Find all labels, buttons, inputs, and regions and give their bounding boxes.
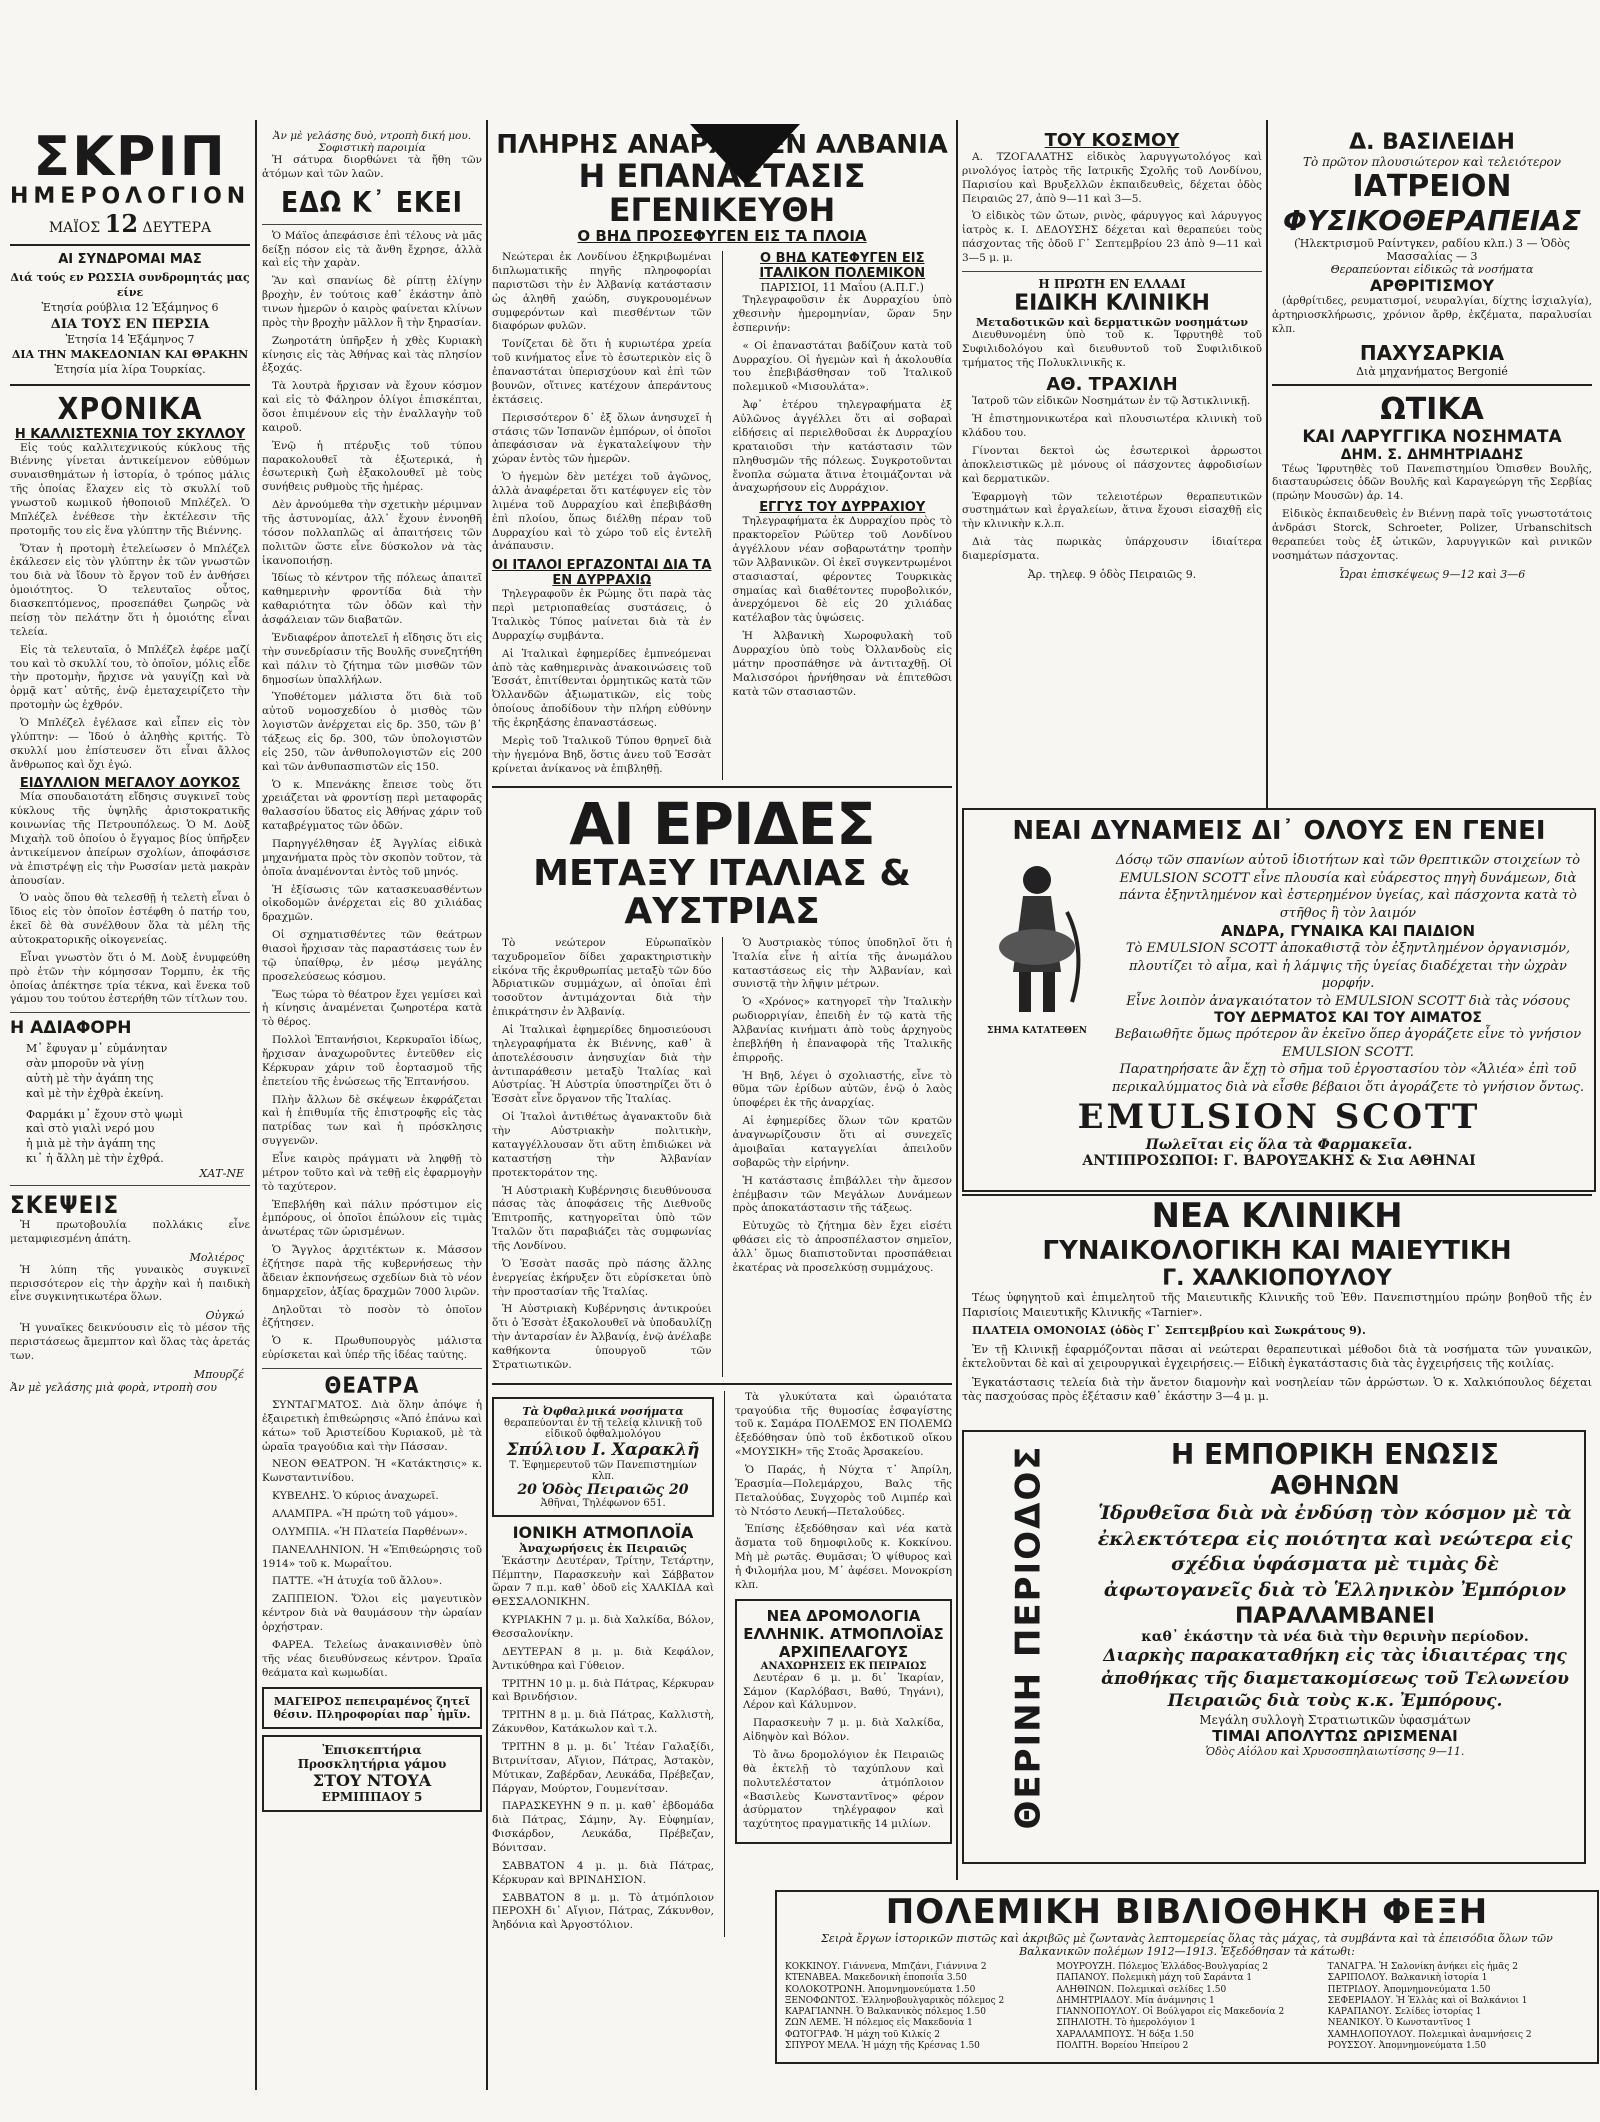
- paragraph: Ἡ Βηδ, λέγει ὁ σχολιαστής, εἶνε τὸ θῦμα τῶν ἐρίδων αὐτῶν, ἐνῷ ὁ λαὸς ὑποφέρει ἐκ τῆς ἀναρχίας.: [732, 1069, 952, 1110]
- paragraph: Εἶνε καιρὸς πράγματι νὰ ληφθῇ τὸ μέτρον τοῦτο καὶ νὰ τεθῇ εἰς ἐφαρμογὴν τὸ ταχύτερον.: [262, 1153, 482, 1193]
- clinic-title: Η ΠΡΩΤΗ ΕΝ ΕΛΛΑΔΙ: [1038, 276, 1186, 291]
- paragraph: Ὁ κ. Μπενάκης ἔπεισε τοὺς ὅτι χρειάζεται νὰ φροντίσῃ περὶ μεταφορᾶς θαλασσίου ὕδατος εἰς Ἀθήνας χάριν τοῦ καταβρέγματος τῶν ὁδῶν.: [262, 778, 482, 833]
- ad-text: Παρατηρήσατε ἂν ἔχῃ τὸ σῆμα τοῦ ἐργοστασίου τὸν «Ἁλιέα» ἐπὶ τοῦ περικαλύμματος διὰ νὰ εἶσθε βέβαιοι ὅτι ἀγοράζετε τὸ γνήσιον ὄντως.: [1111, 1062, 1585, 1096]
- paragraph: Γίνονται δεκτοὶ ὡς ἐσωτερικοὶ ἀρρωστοι ἀποκλειστικῶς μὲ μόνους οἱ πάσχοντες ἀφροδισίων καὶ δερματικῶν.: [962, 445, 1262, 485]
- footer-line: Ἀν μὲ γελάσης μιὰ φορὰ, ντροπὴ σου: [10, 1380, 217, 1394]
- ad-text: Μεγάλη συλλογὴ Στρατιωτικῶν ὑφασμάτων: [1199, 1713, 1471, 1728]
- enosis-city: ΑΘΗΝΩΝ: [1270, 1471, 1400, 1501]
- paragraph: Ὁ Ἄγγλος ἀρχιτέκτων κ. Μάσσον ἐζήτησε παρὰ τῆς κυβερνήσεως τὴν ἄδειαν ἐκπονήσεως σχεδίων διὰ τὸ νέον δημαρχεῖον, ἀξίας δραχμῶν 7000 λιρῶν.: [262, 1244, 482, 1298]
- book-list-item: ΚΑΡΑΓΙΑΝΝΗ. Ὁ Βαλκανικὸς πόλεμος 1.50: [785, 2007, 986, 2017]
- book-list-item: ΚΟΛΟΚΟΤΡΩΝΗ. Ἀπομνημονεύματα 1.50: [785, 1984, 976, 1995]
- paragraph: Ὅταν ἡ προτομὴ ἐτελείωσεν ὁ Μπλέζελ ἐκάλεσεν εἰς τὸν γλύπτην ἐκ τῶν γνωστῶν του διὰ νὰ ἴδουν τὸ ἔργον τοῦ ἐν ἀνθήσει ὁμοιότητος. Ὁ τελευταῖος οὗτος, διασκεπτόμενος, προσεπάθει ζωηρῶς νὰ πείσῃ τὸν πελάτην ὅτι ἡ ὁμοιότης εἶναι τελεία.: [10, 542, 250, 638]
- masthead-date: ΜΑΪΟΣ 12 ΔΕΥΤΕΡΑ: [48, 209, 212, 238]
- ad-subhead: ΤΟΥ ΔΕΡΜΑΤΟΣ ΚΑΙ ΤΟΥ ΑΙΜΑΤΟΣ: [1214, 1010, 1482, 1027]
- paragraph: Ἐπίσης ἐξεδόθησαν καὶ νέα κατὰ ἄσματα τοῦ δημοφιλοῦς κ. Κοκκίνου. Μὴ μὲ ρωτᾶς. Θυμᾶσαι; Ὁ ψίθυρος καὶ ἡ Φιλομήλα μου, Μ᾿ ἀφέσει. Μονοκρίση κλπ.: [735, 1523, 952, 1591]
- column-edokei: [262, 130, 482, 2090]
- library-title: ΠΟΛΕΜΙΚΗ ΒΙΒΛΙΟΘΗΚΗ ΦΕΞΗ: [885, 1892, 1489, 1932]
- paragraph: ΠΑΡΑΣΚΕΥΗΝ 9 π. μ. καθ᾿ ἑβδομάδα διὰ Πάτρας, Σάμην, Ἀγ. Εὐφημίαν, Φισκάρδον, Λευκάδα, Πρέβεζαν, Βόνιτσαν.: [492, 1800, 714, 1854]
- paragraph: Τέως ὑφηγητοῦ καὶ ἐπιμελητοῦ τῆς Μαιευτικῆς Κλινικῆς τοῦ Ἐθν. Πανεπιστημίου πρώην βοηθοῦ τῆς ἐν Παρισίοις Μαιευτικῆς Κλινικῆς «Tarnier».: [962, 1291, 1592, 1319]
- book-list-item: ΖΩΝ ΛΕΜΕ. Ἡ πόλεμος εἰς Μακεδονία 1: [785, 2018, 973, 2029]
- clinic-name: ΕΙΔΙΚΗ ΚΛΙΝΙΚΗ: [1014, 290, 1210, 316]
- paragraph: Μία σπουδαιοτάτη εἴδησις συγκινεῖ τοὺς κύκλους τῆς ὑψηλῆς ἀριστοκρατικῆς κοινωνίας τῆς Πετρουπόλεως. Ὁ Μ. Δοὺξ Μιχαὴλ τοῦ ὁποίου ὁ ἔγγαμος βίος ὑπῆρξεν ἀντικείμενον ἀπείρων σχολίων, ἀποφάσισε νὰ ἐπιστρέψῃ εἰς τὴν Ρωσσίαν μετὰ μακρὰν ἀπουσίαν.: [10, 791, 250, 887]
- paragraph: ΦΑΡΕΑ. Τελείως ἀνακαινισθὲν ὑπὸ τῆς νέας διευθύνσεως κέντρον. Ὡραῖα θεάματα καὶ κωμωδίαι.: [262, 1638, 482, 1679]
- ioniki-subtitle: Ἀναχωρήσεις ἐκ Πειραιῶς: [519, 1541, 687, 1555]
- book-list-item: ΠΑΠΑΝΟΥ. Πολεμικὴ μάχη τοῦ Σαράντα 1: [1056, 1973, 1253, 1984]
- visiting-hours: Ὧραι ἐπισκέψεως 9—12 καὶ 3—6: [1338, 567, 1526, 581]
- polemiki-vivliothiki-ad: [775, 1890, 1599, 2064]
- paragraph: Τονίζεται δὲ ὅτι ἡ κυριωτέρα χρεία τοῦ κινήματος εἶνε τὸ ἐσωτερικὸν εἰς ὃ ἐπαναστάται ὑπερισχύουν καὶ ἐπὶ τῶν βουνῶν, οἵτινες κατέχουν ἀπεράντους ἐκτάσεις.: [492, 338, 712, 406]
- ad-title: ΝΕΑΙ ΔΥΝΑΜΕΙΣ ΔΙ᾿ ΟΛΟΥΣ ΕΝ ΓΕΝΕΙ: [1012, 816, 1546, 846]
- vasileidis-line: Θεραπεύονται εἰδικῶς τὰ νοσήματα: [1330, 263, 1534, 276]
- book-list-item: ΣΑΡΙΠΟΛΟΥ. Βαλκανικὴ ἱστορία 1: [1327, 1973, 1488, 1984]
- paragraph: Αἱ ἐφημερίδες ὅλων τῶν κρατῶν ἀναγνωρίζουσιν ὅτι αἱ συνεχεῖς ἀμοιβαῖαι καταγγελίαι ἀπειλοῦν σοβαρῶς τὴν εἰρήνην.: [732, 1115, 952, 1169]
- doctor-name: ΑΘ. ΤΡΑΧΙΛΗ: [1046, 374, 1178, 396]
- adiafori-title: Η ΑΔΙΑΦΟΡΗ: [10, 1018, 132, 1039]
- column-divider: [956, 120, 958, 1880]
- kosmos-title: ΤΟΥ ΚΟΣΜΟΥ: [1044, 130, 1180, 151]
- subscriptions-title: ΑΙ ΣΥΝΔΡΟΜΑΙ ΜΑΣ: [58, 252, 202, 267]
- paragraph: Ἡ ἐπιστημονικωτέρα καὶ πλουσιωτέρα κλινικὴ τοῦ κλάδου του.: [962, 413, 1262, 440]
- paragraph: Τηλεγραφοῦσιν ἐκ Δυρραχίου ὑπὸ χθεσινὴν ἡμερομηνίαν, ὥραν 5ην ἑσπερινήν:: [732, 294, 952, 334]
- paragraph: Τὰ λουτρὰ ἤρχισαν νὰ ἔχουν κόσμον καὶ εἰς τὸ Φάληρον ὀλίγοι ἐπισκέπται, ὅσοι ἐπιμένουν εἰς τὴν ἐναλλαγὴν τοῦ καιροῦ.: [262, 380, 482, 434]
- masthead-title: ΣΚΡΙΠ: [33, 130, 227, 188]
- paragraph: Ἡ κατάστασις ἐπιβάλλει τὴν ἄμεσον ἐπέμβασιν τῶν Μεγάλων Δυνάμεων πρὸς ἀποκατάστασιν τῆς τάξεως.: [732, 1174, 952, 1215]
- paragraph: Αἱ Ἰταλικαὶ ἐφημερίδες ἐμπνεόμεναι ἀπὸ τὰς καθημερινὰς ἀνακοινώσεις τοῦ Ἐσσάτ, ἐπιτίθενται ὁρμητικῶς κατὰ τῶν Ὀλλανδῶν ἀξιωματικῶν, εἰς τοὺς ὁποίους ἀποδίδουν τὴν πλήρη εὐθύνην τῆς ἐκρηξάσης ἐπαναστάσεως.: [492, 647, 712, 729]
- paragraph: ΠΑΤΤΕ. «Ἡ ἀτυχία τοῦ ἄλλου».: [272, 1575, 443, 1588]
- paragraph: Τὰ γλυκύτατα καὶ ὡραιότατα τραγούδια τῆς θυμοσίας ἐσφαγίστης τοῦ κ. Σαμάρα ΠΟΛΕΜΟΣ ΕΝ ΠΟΛΕΜΩ ἐξεδόθησαν ὑπὸ τοῦ ἐκδοτικοῦ οἴκου «ΜΟΥΣΙΚΗ» τῆς Στοᾶς Ἀρσακείου.: [735, 1390, 952, 1459]
- chronika-subtitle-2: ΕΙΔΥΛΛΙΟΝ ΜΕΓΑΛΟΥ ΔΟΥΚΟΣ: [19, 776, 241, 792]
- paragraph: ΑΛΑΜΠΡΑ. «Ἡ πρώτη τοῦ γάμου».: [272, 1508, 458, 1521]
- archipelagos-ad: ΝΕΑ ΔΡΟΜΟΛΟΓΙΑ ΕΛΛΗΝΙΚ. ΑΤΜΟΠΛΟΪΑΣ ΑΡΧΙΠΕΛΑΓΟΥΣ ΑΝΑΧΩΡΗΣΕΙΣ ΕΚ ΠΕΙΡΑΙΩΣ Δευτέραν 6 μ. μ. δι᾿ Ἰκαρίαν, Σάμον (Καρλόβασι, Βαθύ, Τηγάνι), Λέρον καὶ Κάλυμνον. Παρασκευὴν 7 μ. μ. διὰ Χαλκίδα, Αἰδηψὸν καὶ Βόλον. Τὸ ἄνω δρομολόγιον ἐκ Πειραιῶς θὰ ἐκτελῇ τὸ ταχύπλουν καὶ πολυτελέστατον ἀτμόπλοιον «Βασιλεὺς Κωνσταντῖνος» φέρον ἀσύρματον τηλέγραφον καὶ ταχύτητος πραγματικῆς 14 μιλίων.: [735, 1599, 952, 1844]
- paragraph: Εἰς τούς καλλιτεχνικούς κύκλους τῆς Βιέννης γίνεται ἀντικείμενον εὐθύμων συναισθημάτων ἡ ἱστορία, ὁ τρόπος μάλις τῆς ὁποίας ἔλαχεν εἰς τὸ σκυλλί τοῦ γνωστοῦ κωμικοῦ ἠθοποιοῦ Μπλέζελ. Ὁ Μπλέζελ ἐνέθεσε τὴν ἐκτέλεσιν τῆς προτομῆς του εἰς ἕνα γλύπτην τῆς Βιέννης.: [10, 441, 250, 537]
- skepseis-title: ΣΚΕΨΕΙΣ: [10, 1191, 120, 1220]
- ad-text: Βεβαιωθῆτε ὅμως πρότερον ἂν ἐκεῖνο ὅπερ ἀγοράζετε εἶνε τὸ γνήσιον EMULSION SCOTT.: [1114, 1027, 1582, 1060]
- cards-ad: Ἐπισκεπτήρια Προσκλητήρια γάμου ΣΤΟΥ ΝΤΟΥΑ ΕΡΜΙΠΠΑΟΥ 5: [262, 1735, 482, 1812]
- book-list-item: ΜΟΥΡΟΥΖΗ. Πόλεμος Ἑλλάδος-Βουλγαρίας 2: [1056, 1962, 1269, 1972]
- paragraph: Ἡ πρωτοβουλία πολλάκις εἶνε μεταμφιεσμένη ἀπάτη.: [10, 1219, 250, 1245]
- library-subtitle: Σειρὰ ἔργων ἱστορικῶν πιστῶς καὶ ἀκριβῶς μὲ ζωντανὰς λεπτομερείας ὅλας τὰς μάχας, τὰ συμβάντα καὶ τὰ ἐπεισόδια ὅλων τῶν Βαλκανικῶν πολέμων 1912—1913. Ἐξεδόθησαν τὰ κάτωθι:: [821, 1932, 1553, 1958]
- paragraph: Αἱ Ἰταλικαὶ ἐφημερίδες δημοσιεύουσι τηλεγραφήματα ἐκ Βιέννης, καθ᾿ ἃ ἀποτελέσουσιν ἀνησυχίαν διὰ τὴν ἀντιπαράθεσιν μεταξὺ Ἰταλίας καὶ Αὐστρίας. Ἡ Αὐστρία ὑποστηρίζει ὅτι ὁ Ἐσσὰτ εἶνε ὄργανον τῆς Ἰταλίας.: [492, 1024, 712, 1106]
- book-list-item: ΦΩΤΟΓΡΑΦ. Ἡ μάχη τοῦ Κιλκίς 2: [785, 2029, 941, 2040]
- paragraph: Ὁ Μάϊος ἀπεφάσισε ἐπὶ τέλους νὰ μᾶς δείξῃ πόσον εἰς τὰ ἄνθη ἔχρησε, ἀλλὰ καὶ εἰς τὴν χαρὰν.: [262, 229, 482, 270]
- chronika-subtitle: Η ΚΑΛΛΙΣΤΕΧΝΙΑ ΤΟΥ ΣΚΥΛΛΟΥ: [14, 426, 246, 442]
- paragraph: Εἶναι γνωστὸν ὅτι ὁ Μ. Δοὺξ ἐνυμφεύθη πρὸ ἐτῶν τὴν κόμησσαν Τορμπυ, ἐκ τῆς ὁποίας ἀπέκτησε τρία τέκνα, καὶ ἕνεκα τοῦ γάμου του τούτου ἐστερήθη τῶν τίτλων του.: [10, 951, 250, 1006]
- quote-author: Οὐγκώ: [205, 1309, 244, 1323]
- vasileidis-line: (Ἠλεκτρισμοῦ Ραίντγκεν, ραδίου κλπ.) 3 — Ὁδὸς Μασσαλίας — 3: [1294, 237, 1570, 263]
- ioniki-title: ΙΟΝΙΚΗ ΑΤΜΟΠΛΟΪΑ: [512, 1522, 694, 1542]
- paragraph: Ὁ κ. Πρωθυπουργὸς μάλιστα εὑρίσκεται καὶ ὑπέρ τῆς ἰδέας ταύτης.: [262, 1335, 482, 1362]
- paragraph: ΣΑΒΒΑΤΟΝ 8 μ. μ. Τὸ ἀτμόπλοιον ΠΕΡΟΧΗ δι᾿ Αἴγιον, Πάτρας, Ζάκυνθον, Ἀηδόνια καὶ Ἀργοστόλιον.: [492, 1891, 714, 1932]
- vasileidis-heading: ΠΑΧΥΣΑΡΚΙΑ: [1359, 340, 1505, 365]
- paragraph: ΣΑΒΒΑΤΟΝ 4 μ. μ. διὰ Πάτρας, Κέρκυραν καὶ ΒΡΙΝΔΗΣΙΟΝ.: [492, 1859, 714, 1886]
- paragraph: Πολλοὶ Ἐπτανήσιοι, Κερκυραῖοι ἰδίως, ἤρχισαν ἀναχωροῦντες ἐντεῦθεν εἰς Κέρκυραν χάριν τοῦ ἑορτασμοῦ τῆς ἐπετείου τῆς ἑνώσεως τῆς Ἑπτανήσου.: [262, 1034, 482, 1088]
- paragraph: Δὲν ἀρνούμεθα τὴν σχετικὴν μέριμναν τῆς ἀστυνομίας, ἀλλ᾿ ἔχουν ἐννοηθῆ τόσον πολλαπλῶς αἱ ἀπαιτήσεις τῶν πολιτῶν ὥστε εἶνε δύσκολον νὰ τὰς ἱκανοποιήσῃ.: [262, 499, 482, 567]
- gynecology-clinic-ad: [962, 1194, 1592, 1426]
- paragraph: Ὁ Ἀυστριακὸς τύπος ὑποδηλοῖ ὅτι ἡ Ἰταλία εἶνε ἡ αἰτία τῆς ἀνωμάλου καταστάσεως εἰς τὴν Ἀλβανίαν, καὶ συνιστᾷ τὴν λῆψιν μέτρων.: [732, 936, 952, 991]
- dateline: ΠΑΡΙΣΙΟΙ, 11 Μαΐου (Α.Π.Γ.): [760, 281, 924, 295]
- poem-signature: ΧΑΤ-ΝΕ: [199, 1167, 244, 1181]
- paragraph: Ἔως τώρα τὸ θέατρον ἔχει γεμίσει καὶ ἡ κίνησις ἀναμένεται ζωηροτέρα κατὰ τὸ θέρος.: [262, 988, 482, 1029]
- adiafori-poem: Μ᾿ ἔφυγαν μ᾿ εὐμάνηταν σὰν μποροῦν νὰ γίνῃ αὐτὴ μὲ τὴν ἀγάπη της καὶ μὲ τὴν ἐχθρὰ ἐκείνη. Φαρμάκι μ᾿ ἔχουν στὸ ψωμὶ καὶ στὸ γιαλὶ νερό μου ἡ μιὰ μὲ τὴν ἀγάπη της κι᾿ ἡ ἄλλη μὲ τὴν ἐχθρά.: [26, 1042, 184, 1166]
- paragraph: Πλὴν ἄλλων δὲ σκέψεων ἐκφράζεται καὶ ἡ ἐπιθυμία τῆς ἐπιστροφῆς εἰς τὰς πατρίδας των καὶ ἡ πρόσκλησις συγγενῶν.: [262, 1093, 482, 1148]
- paragraph: Ὁ Ἐσσὰτ πασᾶς πρὸ πάσης ἄλλης ἐνεργείας ἐκήρυξεν ὅτι εὑρίσκεται ὑπὸ τὴν προστασίαν τῆς Ἰταλίας.: [492, 1257, 712, 1298]
- albania-subhead: ΕΓΓΥΣ ΤΟΥ ΔΥΡΡΑΧΙΟΥ: [759, 500, 926, 516]
- book-list-item: ΤΑΝΑΓΡΑ. Ἡ Σαλονίκη ἀνήκει εἰς ἡμᾶς 2: [1327, 1962, 1518, 1972]
- paragraph: Ὁ εἰδικὸς τῶν ὤτων, ρινὸς, φάρυγγος καὶ λάρυγγος ἰατρὸς κ. Ι. ΔΕΔΟΥΣΗΣ δέχεται καὶ θεραπεύει τοὺς πάσχοντας τῆς ὁδοῦ Γ᾿ Σεπτεμβρίου 23 ἀπὸ 9—11 καὶ 3—5 μ. μ.: [962, 210, 1262, 265]
- ad-text: Πωλεῖται εἰς ὅλα τὰ Φαρμακεῖα.: [1145, 1136, 1413, 1153]
- ad-text: Διαρκὴς παρακαταθήκη εἰς τὰς ἰδιαιτέρας της ἀποθήκας τῆς διαμετακομίσεως τοῦ Τελωνείου Πειραιῶς διὰ τοὺς κ.κ. Ἐμπόρους.: [1101, 1645, 1569, 1712]
- paragraph: Ἡ γυναῖκες δεικνύουσιν εἰς τὸ μέσον τῆς περιστάσεως ἄμεμπτον καὶ ὅλας τὰς ἀρετάς των.: [10, 1322, 250, 1363]
- chronika-title: ΧΡΟΝΙΚΑ: [57, 391, 203, 427]
- ad-subhead: ΑΝΔΡΑ, ΓΥΝΑΙΚΑ ΚΑΙ ΠΑΙΔΙΟΝ: [1220, 922, 1476, 941]
- book-list: [1056, 1962, 1317, 2052]
- paragraph: Ὁ Παράς, ἡ Νύχτα τ᾿ Ἀπρίλη, Ἐρασμία—Πολεμάρχου, Βαλς τῆς Πεταλούδας, Συγχορὸς τοῦ Λιμπέρ καὶ τὸ Ντόστο Λευκή—Πεταλούδες.: [735, 1463, 952, 1518]
- paragraph: Τέως Ἰφρυτηθὲς τοῦ Πανεπιστημίου Ὀπισθεν Βουλῆς, διασταυρώσεις ὁδῶν Βουλῆς καὶ Καραγεώργη τῆς Σερβίας (πρώην Μουσῶν) ἀρ. 14.: [1272, 462, 1592, 503]
- albania-subhead: Ο ΒΗΔ ΚΑΤΕΦΥΓΕΝ ΕΙΣ ΙΤΑΛΙΚΟΝ ΠΟΛΕΜΙΚΟΝ: [759, 251, 926, 282]
- paragraph: Ἰδίως τὸ κέντρον τῆς πόλεως ἀπαιτεῖ καθημερινὴν φροντίδα διὰ τὴν καθαριότητα τῶν ὁδῶν καὶ τὴν ἀσφάλειαν τῶν διαβατῶν.: [262, 572, 482, 627]
- ad-subhead: ΤΙΜΑΙ ΑΠΟΛΥΤΩΣ ΩΡΙΣΜΕΝΑΙ: [1212, 1727, 1458, 1746]
- ophthalmology-ad: Τὰ Ὀφθαλμικά νοσήματα θεραπεύονται ἐν τῇ τελείᾳ κλινικῇ τοῦ εἰδικοῦ ὀφθαλμολόγου Σπύλιου Ι. Χαρακλῆ Τ. Ἐφημερευτοῦ τῶν Πανεπιστημίων κλπ. 20 Ὁδὸς Πειραιῶς 20 Ἀθῆναι, Τηλέφωνον 651.: [492, 1397, 714, 1517]
- paragraph: Ἀφ᾿ ἑτέρου τηλεγραφήματα ἐξ Αὐλῶνος ἀγγέλλει ὅτι αἱ σοβαραὶ εἰδήσεις αἱ περιελθοῦσαι ἐκ Δυρραχίου κραταιοῦσι τὴν κατάστασιν τῶν πληθυσμῶν τῆς πόλεως. Συγκροτοῦνται ἔνοπλα σώματα ἅτινα ἑτοιμάζονται νὰ ἀναχωρήσουν εἰς Δυρράχιον.: [732, 399, 952, 495]
- paragraph: Εὐτυχῶς τὸ ζήτημα δὲν ἔχει εἰσέτι φθάσει εἰς τὸ ἀπροσπέλαστον σημεῖον, ἀλλ᾿ ὅμως διαπιστοῦνται προσπάθειαι ἑκατέρας νὰ προσελκύσῃ συμμάχους.: [732, 1220, 952, 1274]
- fisherman-trademark-icon: [977, 852, 1097, 1022]
- vasileidis-line: Διὰ μηχανήματος Bergonié: [1356, 364, 1508, 378]
- paragraph: ΟΛΥΜΠΙΑ. «Ἡ Πλατεία Παρθένων».: [272, 1525, 468, 1538]
- subscriptions-block: Διά τούς εν ΡΩΣΣΙΑ συνδρομητάς μας είνε Ἐτησία ρούβλια 12 Ἑξάμηνος 6 ΔΙΑ ΤΟΥΣ ΕΝ ΠΕΡΣΙΑ Ἐτησία 14 Ἑξάμηνος 7 ΔΙΑ ΤΗΝ ΜΑΚΕΔΟΝΙΑΝ ΚΑΙ ΘΡΑΚΗΝ Ἐτησία μία λίρα Τουρκίας.: [10, 271, 250, 376]
- quote-author: Μολιέρος: [189, 1250, 244, 1264]
- paragraph: Ἑκάστην Δευτέραν, Τρίτην, Τετάρτην, Πέμπτην, Παρασκευὴν καὶ Σάββατον ὥραν 7 π.μ. καθ᾿ ὁδοῦ εἰς ΧΑΛΚΙΔΑ καὶ ΘΕΣΣΑΛΟΝΙΚΗΝ.: [492, 1554, 714, 1609]
- paragraph: Ἡ ἐξίσωσις τῶν κατασκευασθέντων οἰκοδομῶν ἀνέρχεται εἰς 80 χιλιάδας δραχμῶν.: [262, 883, 482, 924]
- ad-text: Ἱδρυθεῖσα διὰ νὰ ἐνδύσῃ τὸν κόσμον μὲ τὰ ἐκλεκτότερα εἰς ποιότητα καὶ νεώτερα εἰς σχέδια ὑφάσματα μὲ τιμὰς δὲ ἀφωτογανεῖς διὰ τὸ Ἑλληνικὸν Ἐμπόριον: [1097, 1502, 1573, 1601]
- book-list-item: ΚΟΚΚΙΝΟΥ. Γιάννενα, Μπιζάνι, Γιάννινα 2: [785, 1962, 987, 1972]
- book-list-item: ΧΑΡΑΛΑΜΠΟΥΣ. Ἡ δόξα 1.50: [1056, 2029, 1194, 2040]
- clinic-ad-title: ΝΕΑ ΚΛΙΝΙΚΗ: [1151, 1196, 1403, 1236]
- vasileidis-heading: ΦΥΣΙΚΟΘΕΡΑΠΕΙΑΣ: [1282, 204, 1582, 237]
- vasileidis-heading: ΑΡΘΡΙΤΙΣΜΟΥ: [1369, 276, 1495, 295]
- otika-doctor: ΔΗΜ. Σ. ΔΗΜΗΤΡΙΑΔΗΣ: [1340, 446, 1524, 463]
- book-list-item: ΝΕΑΝΙΚΟΥ. Ὁ Κωνσταντῖνος 1: [1327, 2018, 1472, 2029]
- paragraph: (ἀρθρίτιδες, ρευματισμοί, νευραλγίαι, δίχτης ἰσχιαλγία), ἀρτηριοσκλήρωσις, χρόνιον ἄρθρ, ἐκζέματα, παραλυσίαι κλπ.: [1272, 295, 1592, 335]
- book-list-item: ΡΟΥΣΣΟΥ. Ἀπομνημονεύματα 1.50: [1327, 2040, 1487, 2051]
- enosis-title: Η ΕΜΠΟΡΙΚΗ ΕΝΩΣΙΣ: [1170, 1438, 1500, 1471]
- paragraph: Μερὶς τοῦ Ἰταλικοῦ Τύπου θρηνεῖ διὰ τὴν ἡγεμόνα Βηδ, ὅστις ἀνευ τοῦ Ἐσσὰτ κρίνεται ἀνίκανος νὰ ἐπιβληθῇ.: [492, 734, 712, 775]
- clinic-ad-subtitle: ΓΥΝΑΙΚΟΛΟΓΙΚΗ ΚΑΙ ΜΑΙΕΥΤΙΚΗ: [1042, 1236, 1512, 1266]
- paragraph: Διευθυνομένη ὑπὸ τοῦ κ. Ἰφρυτηθὲ τοῦ Συφιλιδολόγου καὶ διευθυντοῦ τοῦ Συφιλιδικοῦ τμήματος τῆς Πολυκλινικῆς κ.: [962, 328, 1262, 369]
- ad-text: Τὸ EMULSION SCOTT ἀποκαθιστᾷ τὸν ἐξηντλημένον ὀργανισμόν, πλουτίζει τὸ αἷμα, καὶ ἡ λάμψις τῆς ὑγείας διαδέχεται τὴν ὠχρὰν μορφήν.: [1125, 941, 1571, 992]
- book-list-item: ΞΕΝΟΦΩΝΤΟΣ. Ἑλληνοβουλγαρικὸς πόλεμος 2: [785, 1995, 1005, 2006]
- book-list-item: ΓΙΑΝΝΟΠΟΥΛΟΥ. Οἱ Βούλγαροι εἰς Μακεδονία 2: [1056, 2007, 1285, 2017]
- ad-subhead: ΠΑΡΑΛΑΜΒΑΝΕΙ: [1235, 1603, 1435, 1629]
- clinic-ad-doctor: Γ. ΧΑΛΚΙΟΠΟΥΛΟΥ: [1162, 1266, 1392, 1291]
- theatra-title: ΘΕΑΤΡΑ: [324, 1374, 420, 1400]
- paragraph: Ἡ λύπη τῆς γυναικὸς συγκινεῖ περισσότερον εἰς τὴν ἀρχὴν καὶ ἡ παιδικὴ εἶνε συγκινητικωτέρα ὅλων.: [10, 1263, 250, 1304]
- book-list-item: ΣΕΦΕΡΙΑΔΟΥ. Ἡ Ἑλλὰς καὶ οἱ Βαλκάνιοι 1: [1327, 1995, 1528, 2006]
- trademark-label: ΣΗΜΑ ΚΑΤΑΤΕΘΕΝ: [987, 1026, 1087, 1036]
- ad-text: ΑΝΤΙΠΡΟΣΩΠΟΙ: Γ. ΒΑΡΟΥΞΑΚΗΣ & Σια ΑΘΗΝΑΙ: [1082, 1152, 1476, 1169]
- paragraph: ΠΛΑΤΕΙΑ ΟΜΟΝΟΙΑΣ (ὁδὸς Γ᾿ Σεπτεμβρίου καὶ Σωκράτους 9).: [972, 1324, 1366, 1338]
- paragraph: ΤΡΙΤΗΝ 8 μ. μ. διὰ Πάτρας, Καλλιστὴ, Ζάκυνθον, Κατάκωλον καὶ τ.λ.: [492, 1709, 714, 1736]
- paragraph: Ἡ Ἀλβανικὴ Χωροφυλακὴ τοῦ Δυρραχίου ὑπὸ τοὺς Ὀλλανδοὺς εἰς μάτην προσπάθησε νὰ ἀντιταχθῇ. Οἱ Μαλισσόροι ἠρνήθησαν νὰ ἐπιτεθῶσι κατὰ τῶν στασιαστῶν.: [732, 630, 952, 698]
- paragraph: Ἐνῷ ἡ πτέρυξις τοῦ τύπου παρακολουθεῖ τὰ ἐξωτερικά, ἡ ἐσωτερικὴ ζωὴ ἐξακολουθεῖ μὲ τοὺς συνήθεις ρυθμοὺς τῆς ἡμέρας.: [262, 439, 482, 494]
- vasileidis-heading: ΙΑΤΡΕΙΟΝ: [1352, 169, 1512, 204]
- vertical-label: ΘΕΡΙΝΗ ΠΕΡΙΟΔΟΣ: [1009, 1444, 1050, 1830]
- proverb: Ἀν μὲ γελάσης δυὸ, ντροπὴ δική μου. Σοφιστικὴ παροιμία: [272, 130, 472, 154]
- paragraph: Ὑποθέτομεν μάλιστα ὅτι διὰ τοῦ αὐτοῦ νομοσχεδίου ὁ μισθὸς τῶν λογιστῶν ἀνέρχεται εἰς δρ. 350, τῶν β᾿ τάξεως εἰς δρ. 300, τῶν ὑπολογιστῶν εἰς 250, τῶν ἀνθυπολογιστῶν εἰς 200 καὶ τῶν ἀνθυπασπιστῶν εἰς 150.: [262, 691, 482, 773]
- column-divider: [486, 120, 488, 2090]
- paragraph: Ἂν καὶ σπανίως δὲ ρίπτῃ ἐλίγην βροχὴν, ἐν τούτοις καθ᾿ ἑκάστην ἀπὸ τινων ἡμερῶν ὁ καιρὸς φαίνεται κλίνων πρὸς τὴν βροχὴν μᾶλλον ἢ τὴν ξηρασίαν.: [262, 275, 482, 329]
- paragraph: Ἡ Αὐστριακὴ Κυβέρνησις διευθύνουσα πάσας τὰς ἀποφάσεις τῆς Διεθνοῦς Ἐπιτροπῆς, κατηγορεῖται ὑπὸ τῶν Ἰταλῶν ὅτι παραβιάζει τὰς συμφωνίας τῆς Λονδίνου.: [492, 1184, 712, 1252]
- book-list-item: ΣΠΥΡΟΥ ΜΕΛΑ. Ἡ μάχη τῆς Κρέσνας 1.50: [785, 2040, 980, 2051]
- paragraph: ΣΥΝΤΑΓΜΑΤΟΣ. Διὰ ὅλην ἀπόψε ἡ ἐξαιρετικὴ ἐπιθεώρησις «Ἀπό ἐπάνω καὶ κάτω» τοῦ Ἀριστείδου Κυριακοῦ, μὲ τὰ ὡραῖα τραγούδια καὶ τὴν Πάσσαν.: [262, 1399, 482, 1453]
- book-list: [785, 1962, 1046, 2052]
- paragraph: Εἰς τὰ τελευταῖα, ὁ Μπλέζελ ἐφέρε μαζί του καὶ τὸ σκυλλί του, τὸ ὁποῖον, μόλις εἶδε τὴν προτομὴν, ἤρχισε νὰ γαυγίζῃ καὶ νὰ ὀρμᾷ κατ᾿ αὐτῆς, ἐνῷ ἐμεταχειρίζετο τὴν προτομὴν ὡς ἐχθρόν.: [10, 643, 250, 712]
- book-list-item: ΔΗΜΗΤΡΙΑΔΟΥ. Μία ἀνάμνησις 1: [1056, 1995, 1215, 2006]
- ad-text: καθ᾿ ἑκάστην τὰ νέα διὰ τὴν θερινὴν περίοδον.: [1141, 1628, 1529, 1645]
- column-albania: [492, 130, 952, 2090]
- paragraph: Εἰδικὸς ἐκπαιδευθεὶς ἐν Βιέννῃ παρὰ τοῖς γνωστοτάτοις ἀνδράσι Storck, Schroeter, Polizer, Urbanschitsch θεραπεύει τοὺς ἐξ ὠτικῶν, λαρυγγικῶν καὶ ρινικῶν νοσημάτων πάσχοντας.: [1272, 508, 1592, 562]
- quote-author: Μπουρζέ: [193, 1367, 244, 1381]
- ad-text: Δόσῳ τῶν σπανίων αὐτοῦ ἰδιοτήτων καὶ τῶν θρεπτικῶν στοιχείων τὸ EMULSION SCOTT εἶνε πλουσία καὶ εὐάρεστος πηγὴ δυνάμεων, διὰ πάντα ἐξηντλημένον καὶ ἐστερημένον ὑγείας, καὶ πάσχοντα κατὰ τὸ στῆθος ἢ τὸν λαιμόν: [1115, 853, 1581, 921]
- address: Ἀρ. τηλεφ. 9 ὁδὸς Πειραιῶς 9.: [1027, 567, 1197, 581]
- paragraph: ΠΑΝΕΛΛΗΝΙΟΝ. Ἡ «Ἐπιθεώρησις τοῦ 1914» τοῦ κ. Μωραΐτου.: [262, 1543, 482, 1570]
- masthead-subtitle: ΗΜΕΡΟΛΟΓΙΟΝ: [10, 184, 250, 209]
- paragraph: Ἡ σάτυρα διορθώνει τὰ ἤθη τῶν ἀτόμων καὶ τῶν λαῶν.: [262, 154, 482, 180]
- paragraph: Οἱ Ἰταλοὶ ἀντιθέτως ἀγανακτοῦν διὰ τὴν Αὐστριακὴν πολιτικὴν, καταγγέλλουσαν ὅτι αὕτη ἐπιδιώκει νὰ καταστήσῃ τὴν Ἀλβανίαν προτεκτοράτον της.: [492, 1111, 712, 1179]
- book-list-item: ΚΑΡΑΠΑΝΟΥ. Σελίδες ἱστορίας 1: [1327, 2007, 1482, 2017]
- erides-title-2: ΜΕΤΑΞΥ ΙΤΑΛΙΑΣ & ΑΥΣΤΡΙΑΣ: [533, 853, 911, 933]
- emporiki-enosis-ad: [962, 1430, 1586, 1864]
- paragraph: Τὸ νεώτερον Εὐρωπαϊκὸν ταχυδρομεῖον δίδει χαρακτηριστικὴν εἰκόνα τῆς ἐκρυθρωπίας μεταξὺ τῶν δύο Ἀδριατικῶν συμμάχων, αἱ ὁποῖαι ἐπὶ τοσοῦτον ἀντιμάχονται διὰ τὴν ἐπικράτησιν ἐν Ἀλβανίᾳ.: [492, 936, 712, 1019]
- albania-subhead: ΟΙ ΙΤΑΛΟΙ ΕΡΓΑΖΟΝΤΑΙ ΔΙΑ ΤΑ ΕΝ ΔΥΡΡΑΧΙΩ: [492, 558, 712, 589]
- vasileidis-line: Τὸ πρῶτον πλουσιώτερον καὶ τελειότερον: [1302, 155, 1562, 169]
- chef-ad: ΜΑΓΕΙΡΟΣ πεπειραμένος ζητεῖ θέσιν. Πληροφορίαι παρ᾿ ἡμῖν.: [262, 1687, 482, 1729]
- paragraph: Διὰ τὰς πωρικὰς ὑπάρχουσιν ἰδιαίτερα διαμερίσματα.: [962, 536, 1262, 563]
- paragraph: Τηλεγραφοῦν ἐκ Ρώμης ὅτι παρὰ τὰς περὶ μετριοπαθείας συστάσεις, ὁ Ἰταλικὸς Τύπος μαίνεται διὰ τὰ ἐν Δυρραχίῳ συμβάντα.: [492, 588, 712, 642]
- paragraph: ΤΡΙΤΗΝ 8 μ. μ. δι᾿ Ἰτέαν Γαλαξίδι, Βιτρινίτσαν, Αἴγιον, Πάτρας, Ἀστακὸν, Μύτικαν, Ζαβέρδαν, Λευκάδα, Πρέβεζαν, Πάργαν, Μούρτον, Γουμενίτσαν.: [492, 1740, 714, 1795]
- paragraph: Νεώτεραι ἐκ Λονδίνου ἐξηκριβωμέναι διπλωματικῆς πηγῆς πληροφορίαι παριστῶσι τὴν ἐν Ἀλβανίᾳ κατάστασιν ὡς ἀληθῆ χαώδη, συγκρουομένων συμφερόντων καὶ πιεσθέντων τῶν διαφόρων φυλῶν.: [492, 251, 712, 333]
- paragraph: Δηλοῦται τὸ ποσὸν τὸ ὁποῖον ἐζήτησεν.: [262, 1303, 482, 1330]
- paragraph: Ὁ ναὸς ὅπου θὰ τελεσθῇ ἡ τελετὴ εἶναι ὁ ἴδιος εἰς τὸν ὁποῖον ἐστέφθη ὁ πατήρ του, ἐκεῖ δὲ θὰ συνέλθουν ὅλα τὰ μέλη τῆς αὐτοκρατορικῆς οἰκογενείας.: [10, 892, 250, 946]
- albania-sub: Ο ΒΗΔ ΠΡΟΣΕΦΥΓΕΝ ΕΙΣ ΤΑ ΠΛΟΙΑ: [577, 227, 867, 246]
- paragraph: Ἐφαρμογὴ τῶν τελειοτέρων θεραπευτικῶν συστημάτων καὶ ἐργαλείων, ἅτινα ἔχουσι εἰσαχθῇ εἰς τὴν κλινικὴν κ.λ.π.: [962, 490, 1262, 531]
- albania-headline: Η ΕΠΑΝΑΣΤΑΣΙΣ ΕΓΕΝΙΚΕΥΘΗ: [578, 157, 866, 229]
- erides-title-1: ΑΙ ΕΡΙΔΕΣ: [569, 790, 875, 859]
- paragraph: Ὁ Μπλέζελ ἐγέλασε καὶ εἶπεν εἰς τὸν γλύπτην: — Ἰδού ὁ ἀληθὴς κριτής. Τὸ σκυλλί μου ἐπίστευσεν ὅτι εἶναι ἄλλος ἄνθρωπος καὶ ὄχι ἐγώ.: [10, 716, 250, 771]
- paragraph: Ζωηροτάτη ὑπῆρξεν ἡ χθὲς Κυριακὴ κίνησις εἰς τὰς Ἀθήνας καὶ τὰς πλησίον ἐξοχάς.: [262, 334, 482, 375]
- paragraph: Περισσότερον δ᾿ ἐξ ὅλων ἀνησυχεῖ ἡ στάσις τῶν Ἰσπανῶν ἐμπόρων, οἱ ὁποῖοι ἀπεφάσισαν νὰ ἐγκαταλείψουν τὴν χώραν ἐντὸς τῶν ἡμερῶν.: [492, 411, 712, 466]
- banner-ornament: [690, 124, 800, 184]
- paragraph: Ὁ «Χρόνος» κατηγορεῖ τὴν Ἰταλικὴν ρωδιορριγίαν, ἐπειδὴ ἐν τῷ κατὰ τῆς Ἀλβανίας κινήματι ἀπὸ τοὺς ἀρχηγοὺς ἐπεβλήθη ἡ ἐπαναφορὰ τῆς Ἰταλικῆς ἐπιρροῆς.: [732, 996, 952, 1064]
- paragraph: Ἡ Αὐστριακὴ Κυβέρνησις ἀντικρούει ὅτι ὁ Ἐσσὰτ ἐξακολουθεῖ νὰ ὑποδαυλίζῃ τὴν ἀνταρσίαν ἐν Ἀλβανίᾳ, ἐνῷ ἀνέλαβε καθήκοντα ὑπουργοῦ τῶν Στρατιωτικῶν.: [492, 1303, 712, 1371]
- paragraph: Ἐπεβλήθη καὶ πάλιν πρόστιμον εἰς ἐμπόρους, οἱ ὁποῖοι ἐπώλουν εἰς τιμὰς ἀνωτέρας τῶν ὡρισμένων.: [262, 1198, 482, 1239]
- paragraph: Ἐγκατάστασις τελεία διὰ τὴν ἄνετον διαμονὴν καὶ νοσηλείαν τῶν ἀρρώστων. Ὁ κ. Χαλκιόπουλος δέχεται τὰς πασχούσας πρὸς ἐξέτασιν καθ᾿ ἑκάστην 3—4 μ. μ.: [962, 1375, 1592, 1404]
- paragraph: Ὁ ἡγεμὼν δὲν μετέχει τοῦ ἀγῶνος, ἀλλὰ ἀναφέρεται ὅτι κατέφυγεν εἰς τὸν λιμένα τοῦ Δυρραχίου καὶ ἐπεβιβάσθη ἐπὶ πλοίου, ὅπως διέλθῃ πέραν τοῦ Δυρραχίου καὶ τὸ χώρο τοῦ εἰς ἐντελῆ ἀνάπαυσιν.: [492, 471, 712, 553]
- paragraph: « Οἱ ἐπαναστάται βαδίζουν κατὰ τοῦ Δυρραχίου. Οἱ ἠγεμὼν καὶ ἡ ἀκολουθία του ἐπεβιβάσθησαν τοῦ Ἰταλικοῦ πολεμικοῦ «Μισουλάτα».: [732, 339, 952, 394]
- paragraph: Ἐνδιαφέρον ἀποτελεῖ ἡ εἴδησις ὅτι εἰς τὴν συνεδρίασιν τῆς Βουλῆς συνεζητήθη καὶ πάλιν τὸ ζήτημα τῶν μισθῶν τῶν δημοσίων ὑπαλλήλων.: [262, 631, 482, 686]
- column-divider: [1266, 120, 1268, 810]
- book-list: [1328, 1962, 1589, 2052]
- column-divider: [255, 120, 257, 2090]
- paragraph: ΖΑΠΠΕΙΟΝ. Ὅλοι εἰς μαγευτικὸν κέντρον διὰ νὰ θαυμάσουν τὴν ὡραίαν ὀρχήστραν.: [262, 1593, 482, 1634]
- book-list-item: ΠΟΛΙΤΗ. Βορείου Ἠπείρου 2: [1056, 2040, 1189, 2051]
- paragraph: ΝΕΟΝ ΘΕΑΤΡΟΝ. Ἡ «Κατάκτησις» κ. Κωνσταντινίδου.: [262, 1458, 482, 1485]
- ad-text: Ὁδὸς Αἰόλου καὶ Χρυσοσπηλαιωτίσσης 9—11.: [1205, 1745, 1465, 1759]
- paragraph: Ἐν τῇ Κλινικῇ ἐφαρμόζονται πᾶσαι αἱ νεώτεραι θεραπευτικαὶ μέθοδοι διὰ τὰ νοσήματα τῶν γυναικῶν, ἐκτελοῦνται δὲ καὶ αἱ χειρουργικαὶ ἐγχειρήσεις.— Εἰδικὴ ἐγκατάστασις διὰ τὰς ἐγχειρήσεις τῆς κοιλίας.: [962, 1342, 1592, 1371]
- paragraph: Τηλεγραφήματα ἐκ Δυρραχίου πρὸς τὸ πρακτορεῖον Ρώϋτερ τοῦ Λονδίνου ἀγγέλλουν νέαν σοβαρωτάτην τροπὴν τῶν Ἀλβανικῶν. Οἱ ἐκεῖ συγκεντρωμένοι στασιασταί, φέροντες Τουρκικὰς σημαίας καὶ διαθέτοντες πυροβολικόν, ἀνερχόμενοι δὲ εἰς 20 χιλιάδας κατέλαβον τὰς ὑψώσεις.: [732, 515, 952, 625]
- paragraph: ΚΥΡΙΑΚΗΝ 7 μ. μ. διὰ Χαλκίδα, Βόλον, Θεσσαλονίκην.: [492, 1614, 714, 1640]
- column-skrip: [10, 130, 250, 2090]
- book-list-item: ΠΕΤΡΙΔΟΥ. Ἀπομνημονεύματα 1.50: [1327, 1984, 1491, 1995]
- paragraph: Ἰατροῦ τῶν εἰδικῶν Νοσημάτων ἐν τῷ Ἀστικλινικῇ.: [972, 395, 1251, 408]
- edokei-title: ΕΔΩ Κ᾿ ΕΚΕΙ: [280, 185, 464, 219]
- otika-subtitle: ΚΑΙ ΛΑΡΥΓΓΙΚΑ ΝΟΣΗΜΑΤΑ: [1302, 426, 1562, 447]
- paragraph: Παρηγγέλθησαν ἐξ Ἀγγλίας εἰδικὰ μηχανήματα πρὸς τὸν σκοπὸν τοῦτον, τὰ ὁποῖα ἀναμένονται ἐντὸς τοῦ μηνός.: [262, 837, 482, 878]
- vasileidis-title: Δ. ΒΑΣΙΛΕΙΔΗ: [1349, 130, 1515, 155]
- brand-name: EMULSION SCOTT: [1077, 1096, 1481, 1137]
- book-list-item: ΧΑΜΗΛΟΠΟΥΛΟΥ. Πολεμικαὶ ἀναμνήσεις 2: [1327, 2029, 1532, 2040]
- paragraph: ΔΕΥΤΕΡΑΝ 8 μ. μ. διὰ Κεφάλον, Ἀντικύθηρα καὶ Γύθειον.: [492, 1645, 714, 1672]
- clinic-subtitle: Μεταδοτικῶν καὶ δερματικῶν νοσημάτων: [975, 315, 1249, 329]
- paragraph: Οἱ σχηματισθέντες τῶν θεάτρων θιασοὶ ἤρχισαν τὰς παραστάσεις των ἐν τῷ ὑπαίθρῳ, ἐν μέσῳ μεγάλης προσελεύσεως κόσμου.: [262, 929, 482, 983]
- paragraph: Α. ΤΖΟΓΑΛΑΤΗΣ εἰδικὸς λαρυγγωτολόγος καὶ ρινολόγος ἰατρὸς τῆς Ιατρικῆς Σχολῆς τοῦ Λονδίνου, Παρισίου καὶ Βρυξελλῶν ἐκπαιδευθεὶς, δέχεται ὁδὸς Πειραιῶς 27, ἀπὸ 9—11 καὶ 3—5.: [962, 151, 1262, 205]
- book-list-item: ΣΠΗΛΙΟΤΗ. Τὸ ἡμερολόγιον 1: [1056, 2018, 1196, 2029]
- otika-title: ΩΤΙΚΑ: [1380, 391, 1484, 427]
- book-list-item: ΚΤΕΝΑΒΕΑ. Μακεδονικὴ ἐποποιΐα 3.50: [785, 1973, 967, 1984]
- emulsion-scott-ad: [962, 808, 1596, 1192]
- albania-banner: ΠΛΗΡΗΣ ΑΝΑΡΧΙΑ ΕΝ ΑΛΒΑΝΙΑ: [496, 130, 948, 160]
- ad-text: Εἶνε λοιπὸν ἀναγκαιότατον τὸ EMULSION SCOTT διὰ τὰς νόσους: [1126, 993, 1570, 1009]
- paragraph: ΤΡΙΤΗΝ 10 μ. μ. διὰ Πάτρας, Κέρκυραν καὶ Βρινδήσιον.: [492, 1677, 714, 1704]
- book-list-item: ΑΛΗΘΙΝΩΝ. Πολεμικαὶ σελίδες 1.50: [1056, 1984, 1227, 1995]
- paragraph: ΚΥΒΕΛΗΣ. Ὁ κύριος ἀναχωρεῖ.: [272, 1490, 439, 1503]
